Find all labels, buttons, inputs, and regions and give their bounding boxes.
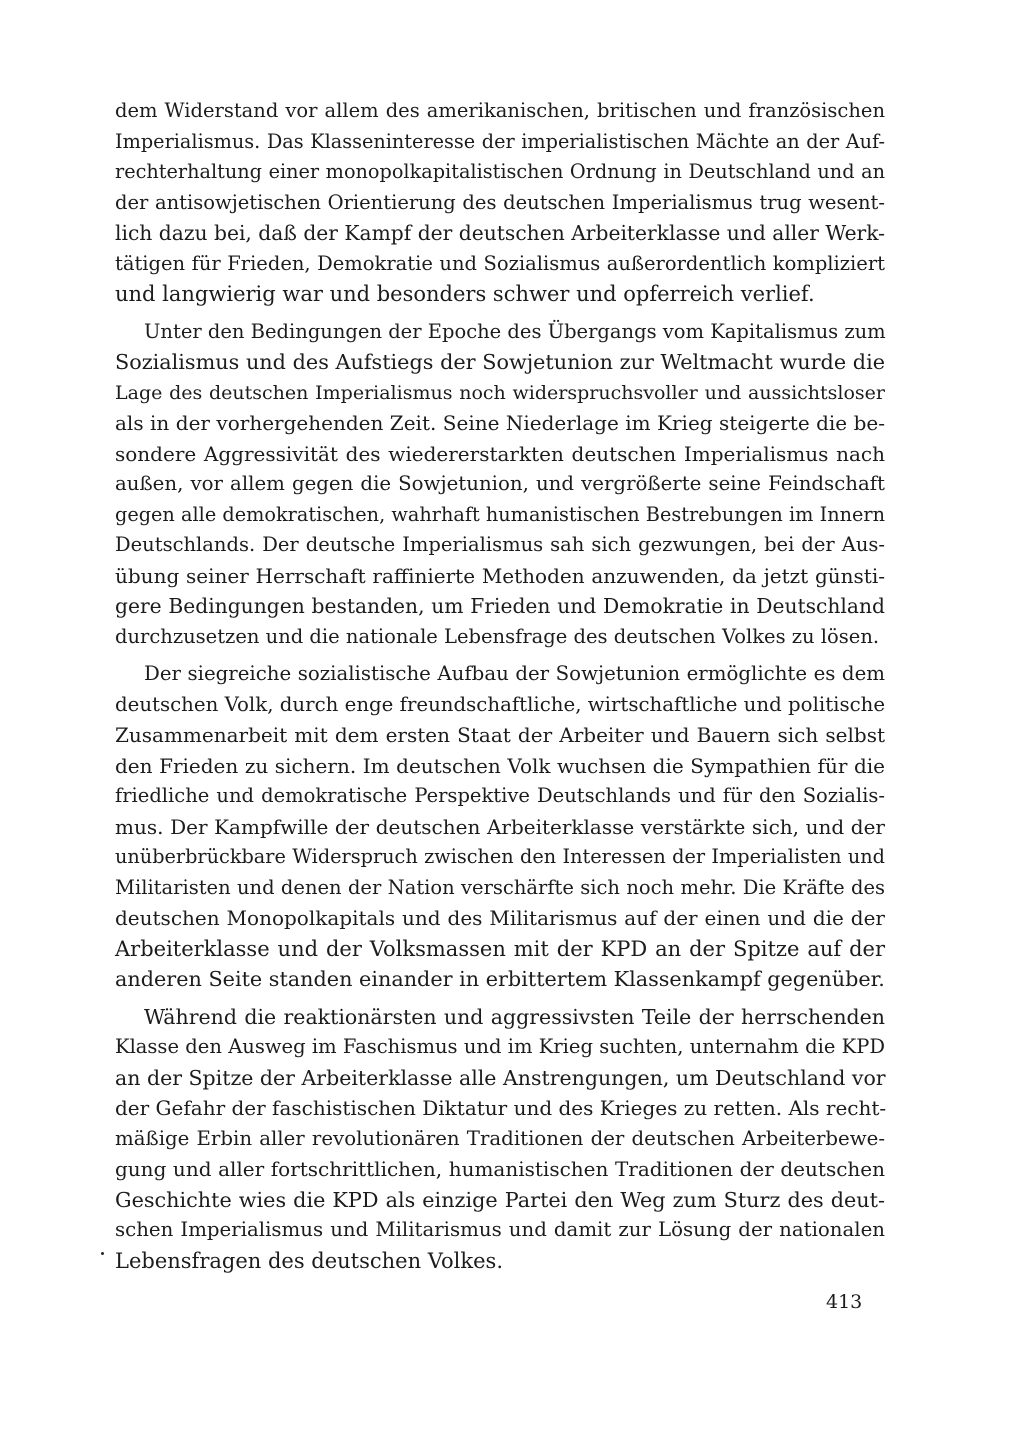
text-line: tätigen für Frieden, Demokratie und Sozialismus außerordentlich kompliziert (115, 251, 885, 275)
print-speck (101, 1252, 104, 1255)
text-line: schen Imperialismus und Militarismus und damit zur Lösung der nationalen (115, 1218, 885, 1241)
text-line: deutschen Volk, durch enge freundschaftliche, wirtschaftliche und politische (115, 692, 886, 716)
text-line: Sozialismus und des Aufstiegs der Sowjetunion zur Weltmacht wurde die (115, 350, 885, 374)
text-line: übung seiner Herrschaft raffinierte Methoden anzuwenden, da jetzt günsti- (115, 563, 885, 588)
text-line: mäßige Erbin aller revolutionären Traditionen der deutschen Arbeiterbewe- (115, 1126, 885, 1150)
text-line: unüberbrückbare Widerspruch zwischen den Interessen der Imperialisten und (115, 845, 885, 868)
text-line: Arbeiterklasse und der Volksmassen mit der KPD an der Spitze auf der (115, 936, 885, 961)
page-number: 413 (826, 1291, 863, 1313)
text-line: der antisowjetischen Orientierung des deutschen Imperialismus trug wesent- (115, 190, 885, 214)
text-line: Deutschlands. Der deutsche Imperialismus sah sich gezwungen, bei der Aus- (115, 533, 885, 556)
text-line: rechterhaltung einer monopolkapitalistischen Ordnung in Deutschland und an (115, 160, 885, 183)
text-line: Lage des deutschen Imperialismus noch widerspruchsvoller und aussichtsloser (115, 381, 885, 404)
text-line: durchzusetzen und die nationale Lebensfrage des deutschen Volkes zu lösen. (115, 624, 880, 648)
paragraph (115, 659, 885, 995)
text-line: gung und aller fortschrittlichen, humanistischen Traditionen der deutschen (115, 1157, 885, 1181)
text-line: Militaristen und denen der Nation verschärfte sich noch mehr. Die Kräfte des (115, 875, 885, 899)
paragraph (115, 1002, 885, 1277)
text-line: als in der vorhergehenden Zeit. Seine Niederlage im Krieg steigerte die be- (115, 411, 885, 435)
text-line: gere Bedingungen bestanden, um Frieden und Demokratie in Deutschland (115, 594, 885, 618)
text-line: und langwierig war und besonders schwer und opferreich verlief. (115, 282, 815, 306)
text-line: deutschen Monopolkapitals und des Militarismus auf der einen und die der (115, 906, 885, 930)
text-line: Lebensfragen des deutschen Volkes. (115, 1248, 503, 1273)
text-line: an der Spitze der Arbeiterklasse alle Anstrengungen, um Deutschland vor (115, 1065, 886, 1090)
paragraph (115, 317, 885, 653)
text-line: Unter den Bedingungen der Epoche des Übergangs vom Kapitalismus zum (144, 319, 886, 343)
text-line: Klasse den Ausweg im Faschismus und im Krieg suchten, unternahm die KPD (115, 1035, 885, 1058)
text-line: Geschichte wies die KPD als einzige Partei den Weg zum Sturz des deut- (115, 1187, 885, 1212)
text-line: Zusammenarbeit mit dem ersten Staat der Arbeiter und Bauern sich selbst (115, 723, 885, 747)
text-line: anderen Seite standen einander in erbittertem Klassenkampf gegenüber. (115, 967, 885, 991)
text-line: friedliche und demokratische Perspektive Deutschlands und für den Sozialis- (115, 784, 885, 807)
text-line: Der siegreiche sozialistische Aufbau der Sowjetunion ermöglichte es dem (144, 662, 885, 685)
text-line: Während die reaktionärsten und aggressivsten Teile der herrschenden (144, 1004, 885, 1029)
text-line: gegen alle demokratischen, wahrhaft humanistischen Bestrebungen im Innern (115, 502, 885, 526)
body-text (115, 96, 885, 1283)
text-line: außen, vor allem gegen die Sowjetunion, und vergrößerte seine Feindschaft (115, 472, 885, 495)
text-line: lich dazu bei, daß der Kampf der deutschen Arbeiterklasse und aller Werk- (115, 221, 885, 245)
text-line: dem Widerstand vor allem des amerikanischen, britischen und französischen (115, 99, 885, 122)
text-line: sondere Aggressivität des wiedererstarkten deutschen Imperialismus nach (115, 441, 885, 466)
paragraph (115, 96, 885, 310)
text-line: den Frieden zu sichern. Im deutschen Volk wuchsen die Sympathien für die (115, 753, 885, 778)
text-line: mus. Der Kampfwille der deutschen Arbeiterklasse verstärkte sich, und der (115, 814, 885, 839)
text-line: der Gefahr der faschistischen Diktatur und des Krieges zu retten. Als recht- (115, 1096, 887, 1120)
text-line: Imperialismus. Das Klasseninteresse der imperialistischen Mächte an der Auf- (115, 129, 885, 153)
